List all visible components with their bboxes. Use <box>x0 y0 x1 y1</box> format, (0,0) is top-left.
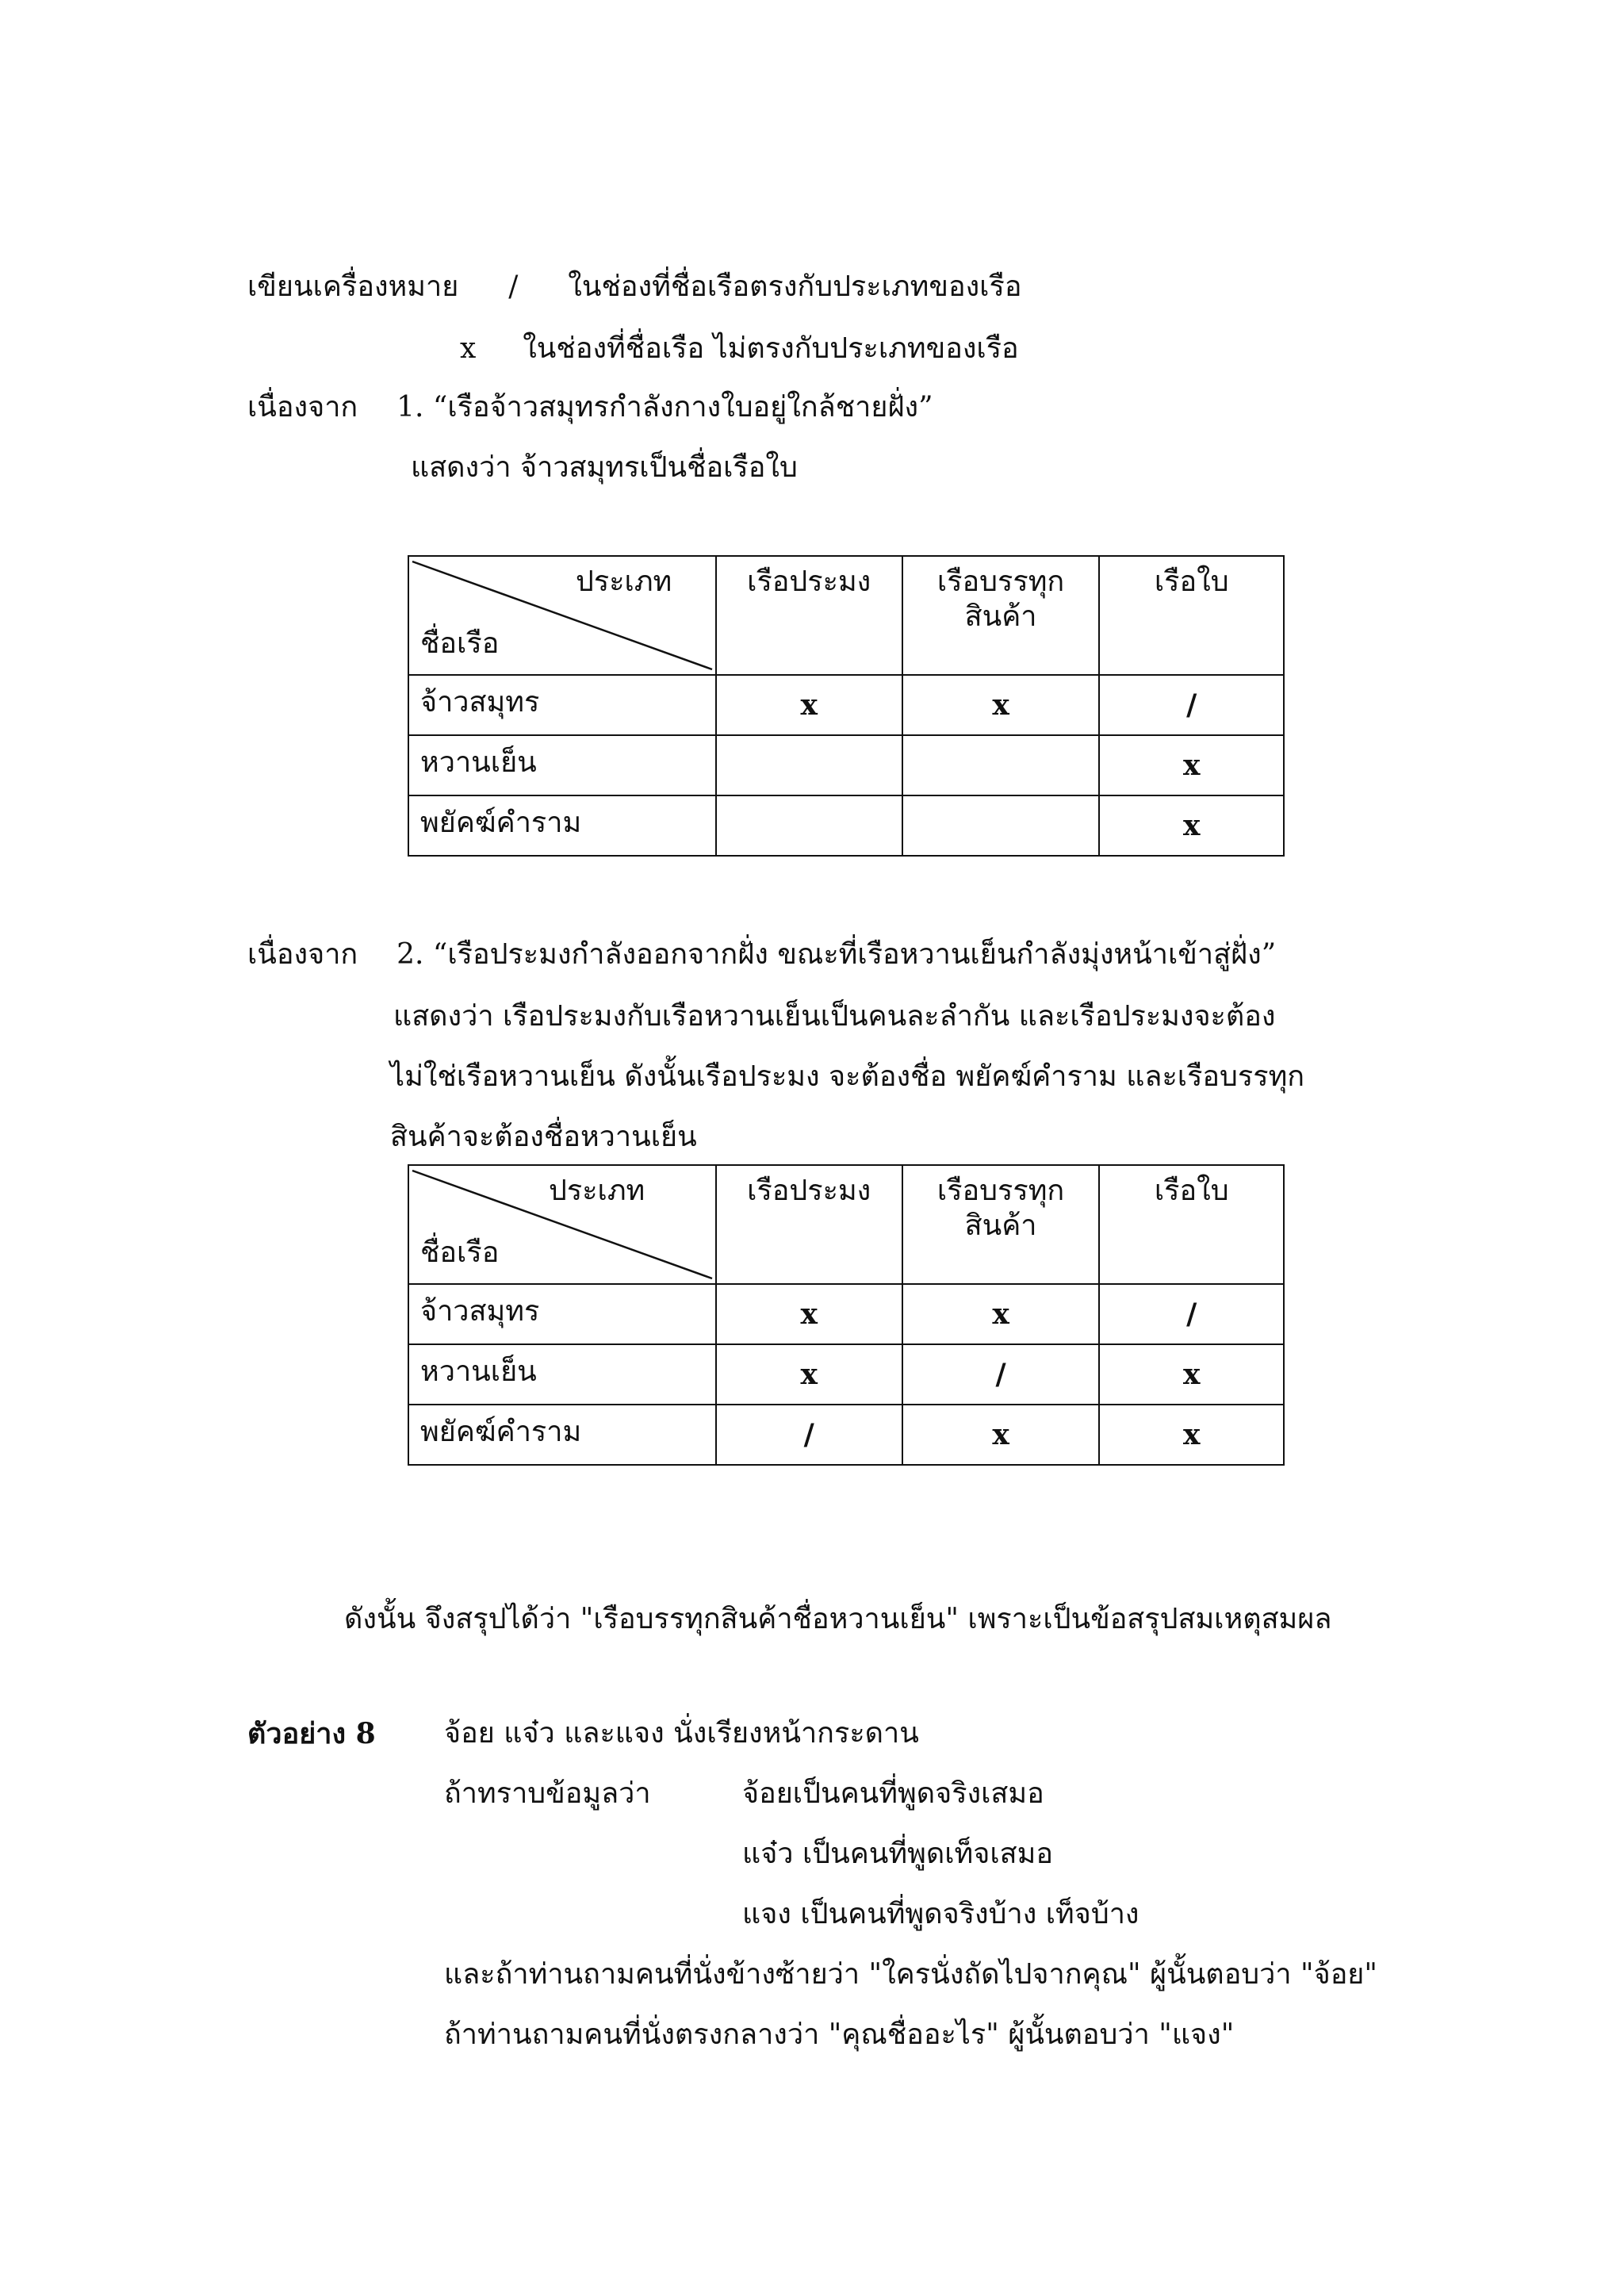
slash-symbol: / <box>508 270 519 303</box>
x-meaning: ในช่องที่ชื่อเรือ ไม่ตรงกับประเภทของเรือ <box>523 332 1019 365</box>
category-label: ประเภท <box>576 565 672 598</box>
diagonal-header-cell <box>408 1165 716 1284</box>
mark-cell: x <box>902 675 1100 735</box>
boat-name: หวานเย็น <box>408 1344 716 1405</box>
step2-statement-line <box>247 937 1276 972</box>
mark-cell: x <box>1099 795 1284 856</box>
mark-cell: x <box>1099 1344 1284 1405</box>
col-sail-boat: เรือใบ <box>1099 556 1284 675</box>
col-cargo-boat: เรือบรรทุก สินค้า <box>902 556 1100 675</box>
mark-cell: x <box>1099 735 1284 795</box>
table-row <box>408 1344 1284 1405</box>
boat-table-1 <box>408 555 1285 857</box>
table-row <box>408 675 1284 735</box>
mark-cell <box>716 735 902 795</box>
mark-cell: x <box>716 675 902 735</box>
fact-1: จ้อยเป็นคนที่พูดจริงเสมอ <box>742 1777 1044 1810</box>
step2-line-1: แสดงว่า เรือประมงกับเรือหวานเย็นเป็นคนละลำกัน และเรือประมงจะต้อง <box>393 1000 1276 1033</box>
mark-cell: / <box>902 1344 1100 1405</box>
x-symbol: x <box>460 332 477 365</box>
table-row <box>408 735 1284 795</box>
mark-cell: / <box>1099 1284 1284 1344</box>
step2-label: เนื่องจาก <box>247 938 358 971</box>
col-cargo-boat: เรือบรรทุก สินค้า <box>902 1165 1100 1284</box>
col-fishing-boat: เรือประมง <box>716 556 902 675</box>
table-row <box>408 795 1284 856</box>
example-8-title: ตัวอย่าง 8 <box>247 1717 376 1750</box>
example-8-intro: จ้อย แจ๋ว และแจง นั่งเรียงหน้ากระดาน <box>444 1717 919 1750</box>
mark-cell: / <box>1099 675 1284 735</box>
category-label: ประเภท <box>549 1175 645 1207</box>
mark-cell: x <box>1099 1405 1284 1465</box>
step2-statement: 2. “เรือประมงกำลังออกจากฝั่ง ขณะที่เรือหวานเย็นกำลังมุ่งหน้าเข้าสู่ฝั่ง” <box>396 938 1277 971</box>
boat-name: จ้าวสมุทร <box>408 1284 716 1344</box>
step1-inference: แสดงว่า จ้าวสมุทรเป็นชื่อเรือใบ <box>411 451 798 484</box>
boat-table-2 <box>408 1164 1285 1466</box>
boat-name: หวานเย็น <box>408 735 716 795</box>
step1-statement-line <box>247 390 933 425</box>
table-row <box>408 1405 1284 1465</box>
mark-cell: / <box>716 1405 902 1465</box>
diagonal-header-cell <box>408 556 716 675</box>
mark-cell: x <box>902 1405 1100 1465</box>
boat-name: พยัคฆ์คำราม <box>408 1405 716 1465</box>
fact-3: แจง เป็นคนที่พูดจริงบ้าง เท็จบ้าง <box>742 1898 1139 1930</box>
mark-cell <box>716 795 902 856</box>
step1-label: เนื่องจาก <box>247 391 358 424</box>
mark-cell <box>902 735 1100 795</box>
question-1: และถ้าท่านถามคนที่นั่งข้างซ้ายว่า "ใครนั่งถัดไปจากคุณ" ผู้นั้นตอบว่า "จ้อย" <box>444 1958 1377 1991</box>
mark-cell: x <box>902 1284 1100 1344</box>
mark-cell <box>902 795 1100 856</box>
instruction-label: เขียนเครื่องหมาย <box>247 270 459 303</box>
conclusion: ดังนั้น จึงสรุปได้ว่า "เรือบรรทุกสินค้าชื่อหวานเย็น" เพราะเป็นข้อสรุปสมเหตุสมผล <box>344 1603 1332 1635</box>
boat-name-label: ชื่อเรือ <box>420 627 500 660</box>
boat-name: พยัคฆ์คำราม <box>408 795 716 856</box>
boat-name-label: ชื่อเรือ <box>420 1236 500 1269</box>
instruction-line-1 <box>247 270 1021 305</box>
fact-2: แจ๋ว เป็นคนที่พูดเท็จเสมอ <box>742 1838 1054 1870</box>
mark-cell: x <box>716 1284 902 1344</box>
instruction-line-2 <box>460 332 1019 366</box>
question-2: ถ้าท่านถามคนที่นั่งตรงกลางว่า "คุณชื่ออะไร" ผู้นั้นตอบว่า "แจง" <box>444 2018 1235 2051</box>
col-fishing-boat: เรือประมง <box>716 1165 902 1284</box>
col-sail-boat: เรือใบ <box>1099 1165 1284 1284</box>
step1-statement: 1. “เรือจ้าวสมุทรกำลังกางใบอยู่ใกล้ชายฝั่ง” <box>396 391 933 424</box>
boat-name: จ้าวสมุทร <box>408 675 716 735</box>
given-label: ถ้าทราบข้อมูลว่า <box>444 1777 651 1810</box>
slash-meaning: ในช่องที่ชื่อเรือตรงกับประเภทของเรือ <box>568 270 1022 303</box>
step2-line-3: สินค้าจะต้องชื่อหวานเย็น <box>390 1121 697 1153</box>
mark-cell: x <box>716 1344 902 1405</box>
table-row <box>408 1284 1284 1344</box>
step2-line-2: ไม่ใช่เรือหวานเย็น ดังนั้นเรือประมง จะต้องชื่อ พยัคฆ์คำราม และเรือบรรทุก <box>390 1060 1305 1093</box>
table-header-row <box>408 556 1284 675</box>
table-header-row <box>408 1165 1284 1284</box>
